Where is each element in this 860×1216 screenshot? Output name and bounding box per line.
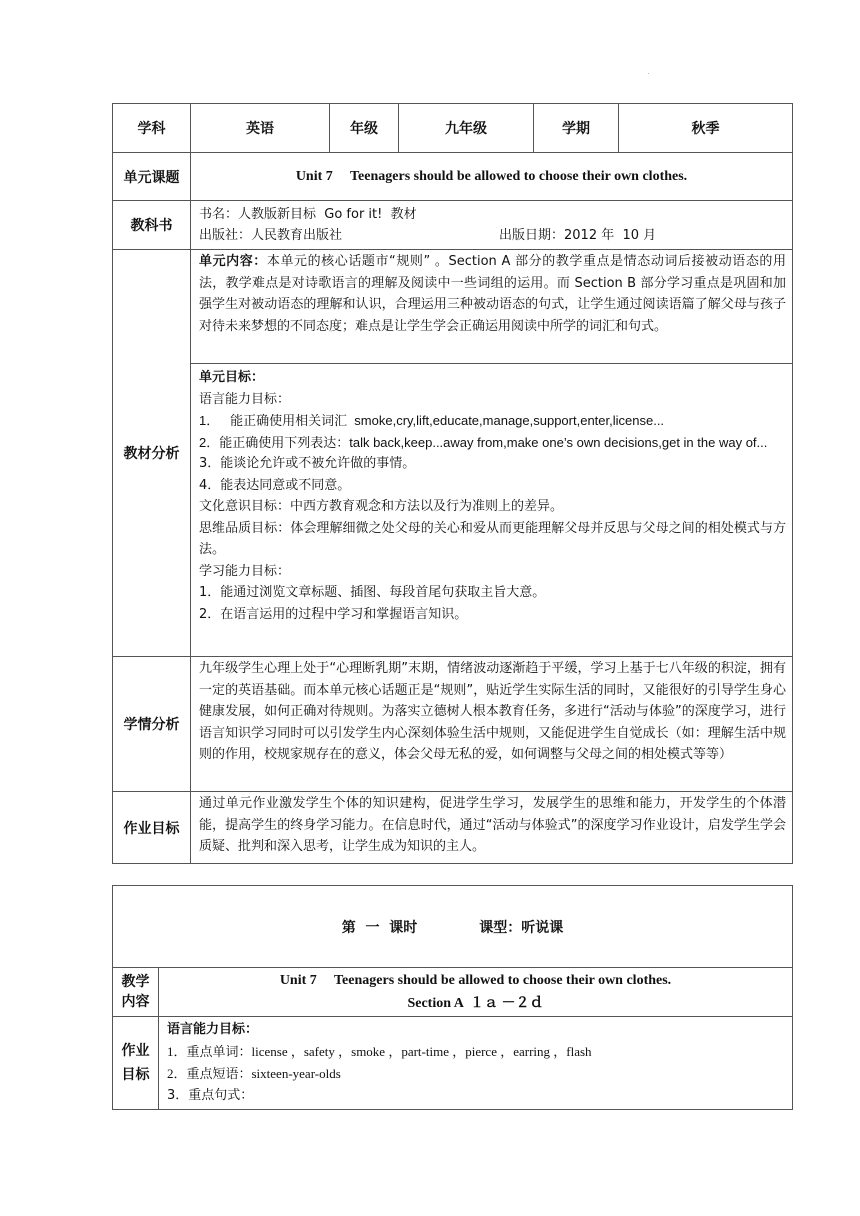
lesson-content — [159, 968, 793, 1017]
unit-title: Unit 7 Teenagers should be allowed to choose their own clothes. — [191, 153, 793, 201]
lesson-unit-title: Unit 7 Teenagers should be allowed to choose their own clothes. — [279, 973, 672, 988]
lesson-goal-row — [113, 1017, 793, 1110]
language-goal-1: 1． 能正确使用相关词汇 smoke,cry,lift,educate,manage,support,enter,license... — [199, 413, 665, 428]
grade-label: 年级 — [330, 104, 399, 153]
study-goal-2: 2．在语言运用的过程中学习和掌握语言知识。 — [199, 606, 468, 622]
thinking-goal: 思维品质目标：体会理解细微之处父母的关心和爱从而更能理解父母并反思与父母之间的相处模式与方法。 — [199, 520, 786, 557]
lesson-section: Section A １ａ －２ｄ — [407, 996, 544, 1011]
textbook-row — [113, 201, 793, 250]
lesson-table — [112, 885, 793, 1110]
lesson-goal-1: 1．重点单词：license ，safety ，smoke ，part-time ，pierce ，earring ，flash — [167, 1044, 592, 1059]
subject-label: 学科 — [113, 104, 191, 153]
homework-row — [113, 792, 793, 864]
unit-content — [191, 250, 793, 364]
subject-value: 英语 — [191, 104, 330, 153]
lesson-goal-2: 2．重点短语：sixteen-year-olds — [167, 1066, 341, 1081]
lesson-goal-3: 3．重点句式： — [167, 1088, 254, 1103]
analysis-content-row — [113, 250, 793, 364]
language-goal-2: 2．能正确使用下列表达：talk back,keep...away from,make one’s own decisions,get in the way of... — [199, 434, 768, 450]
page-speck — [648, 73, 649, 74]
learner-label: 学情分析 — [113, 657, 191, 792]
language-goal-3: 3．能谈论允许或不被允许做的事情。 — [199, 456, 416, 471]
grade-value: 九年级 — [399, 104, 534, 153]
language-goal-4: 4．能表达同意或不同意。 — [199, 477, 351, 493]
textbook-label: 教科书 — [113, 201, 191, 250]
lesson-content-row — [113, 968, 793, 1017]
lesson-type: 课型：听说课 — [479, 919, 564, 936]
homework-goals: 通过单元作业激发学生个体的知识建构，促进学生学习，发展学生的思维和能力，开发学生的个体潜能，提高学生的终身学习能力。在信息时代，通过“活动与体验式”的深度学习作业设计，启发学生学会质疑、批判和深入思考，让学生成为知识的主人。 — [191, 792, 793, 864]
unit-content-text: 本单元的核心话题市“规则” 。Section A 部分的教学重点是情态动词后接被动语态的用法，教学难点是对诗歌语言的理解及阅读中一些词组的运用。而 Section B 部分学习重点是巩固和加强学生对被动语态的理解和认识，合理运用三种被动语态的句式，让学生通过阅读语篇了解父母与孩子对待未来梦想的不同态度；难点是让学生学会正确运用阅读中所学的词汇和句式。 — [199, 254, 786, 334]
learner-row — [113, 657, 793, 792]
lesson-goal-label: 作业目标 — [113, 1017, 159, 1110]
unit-overview-table — [112, 103, 793, 864]
homework-label: 作业目标 — [113, 792, 191, 864]
unit-label: 单元课题 — [113, 153, 191, 201]
lesson-goals — [159, 1017, 793, 1110]
learner-analysis: 九年级学生心理上处于“心理断乳期”末期，情绪波动逐渐趋于平缓，学习上基于七八年级的积淀，拥有一定的英语基础。而本单元核心话题正是“规则”，贴近学生实际生活的同时，又能很好的引导学生身心健康发展，如何正确对待规则。为落实立德树人根本教育任务，多进行“活动与体验”的深度学习，进行语言知识学习同时可以引发学生内心深刻体验生活中规则，又能促进学生自觉成长（如：理解生活中规则的作用，校规家规存在的意义，体会父母无私的爱，如何调整与父母之间的相处模式等等） — [191, 657, 793, 792]
lesson-title-row — [113, 886, 793, 968]
header-row — [113, 104, 793, 153]
unit-goals — [191, 364, 793, 657]
analysis-label: 教材分析 — [113, 250, 191, 657]
unit-row — [113, 153, 793, 201]
term-value: 秋季 — [619, 104, 793, 153]
lesson-goal-title: 语言能力目标： — [167, 1022, 259, 1037]
lesson-content-label: 教学内容 — [113, 968, 159, 1017]
study-goal-1: 1．能通过浏览文章标题、插图、每段首尾句获取主旨大意。 — [199, 585, 546, 600]
term-label: 学期 — [534, 104, 619, 153]
textbook-publisher: 出版社：人民教育出版社 — [199, 228, 343, 243]
textbook-info — [191, 201, 793, 250]
lesson-period: 第 一 课时 — [341, 919, 418, 936]
unit-content-title: 单元内容： — [199, 254, 267, 269]
textbook-name: 书名：人教版新目标 Go for it! 教材 — [199, 207, 417, 222]
analysis-goals-row — [113, 364, 793, 657]
textbook-publisher-line — [199, 225, 786, 246]
textbook-date: 出版日期：2012 年 10 月 — [499, 228, 657, 243]
lesson-title — [113, 886, 793, 968]
language-goal-title: 语言能力目标： — [199, 391, 291, 407]
culture-goal: 文化意识目标：中西方教育观念和方法以及行为准则上的差异。 — [199, 499, 564, 514]
study-goal-title: 学习能力目标： — [199, 563, 291, 579]
unit-goals-title: 单元目标： — [199, 370, 265, 385]
